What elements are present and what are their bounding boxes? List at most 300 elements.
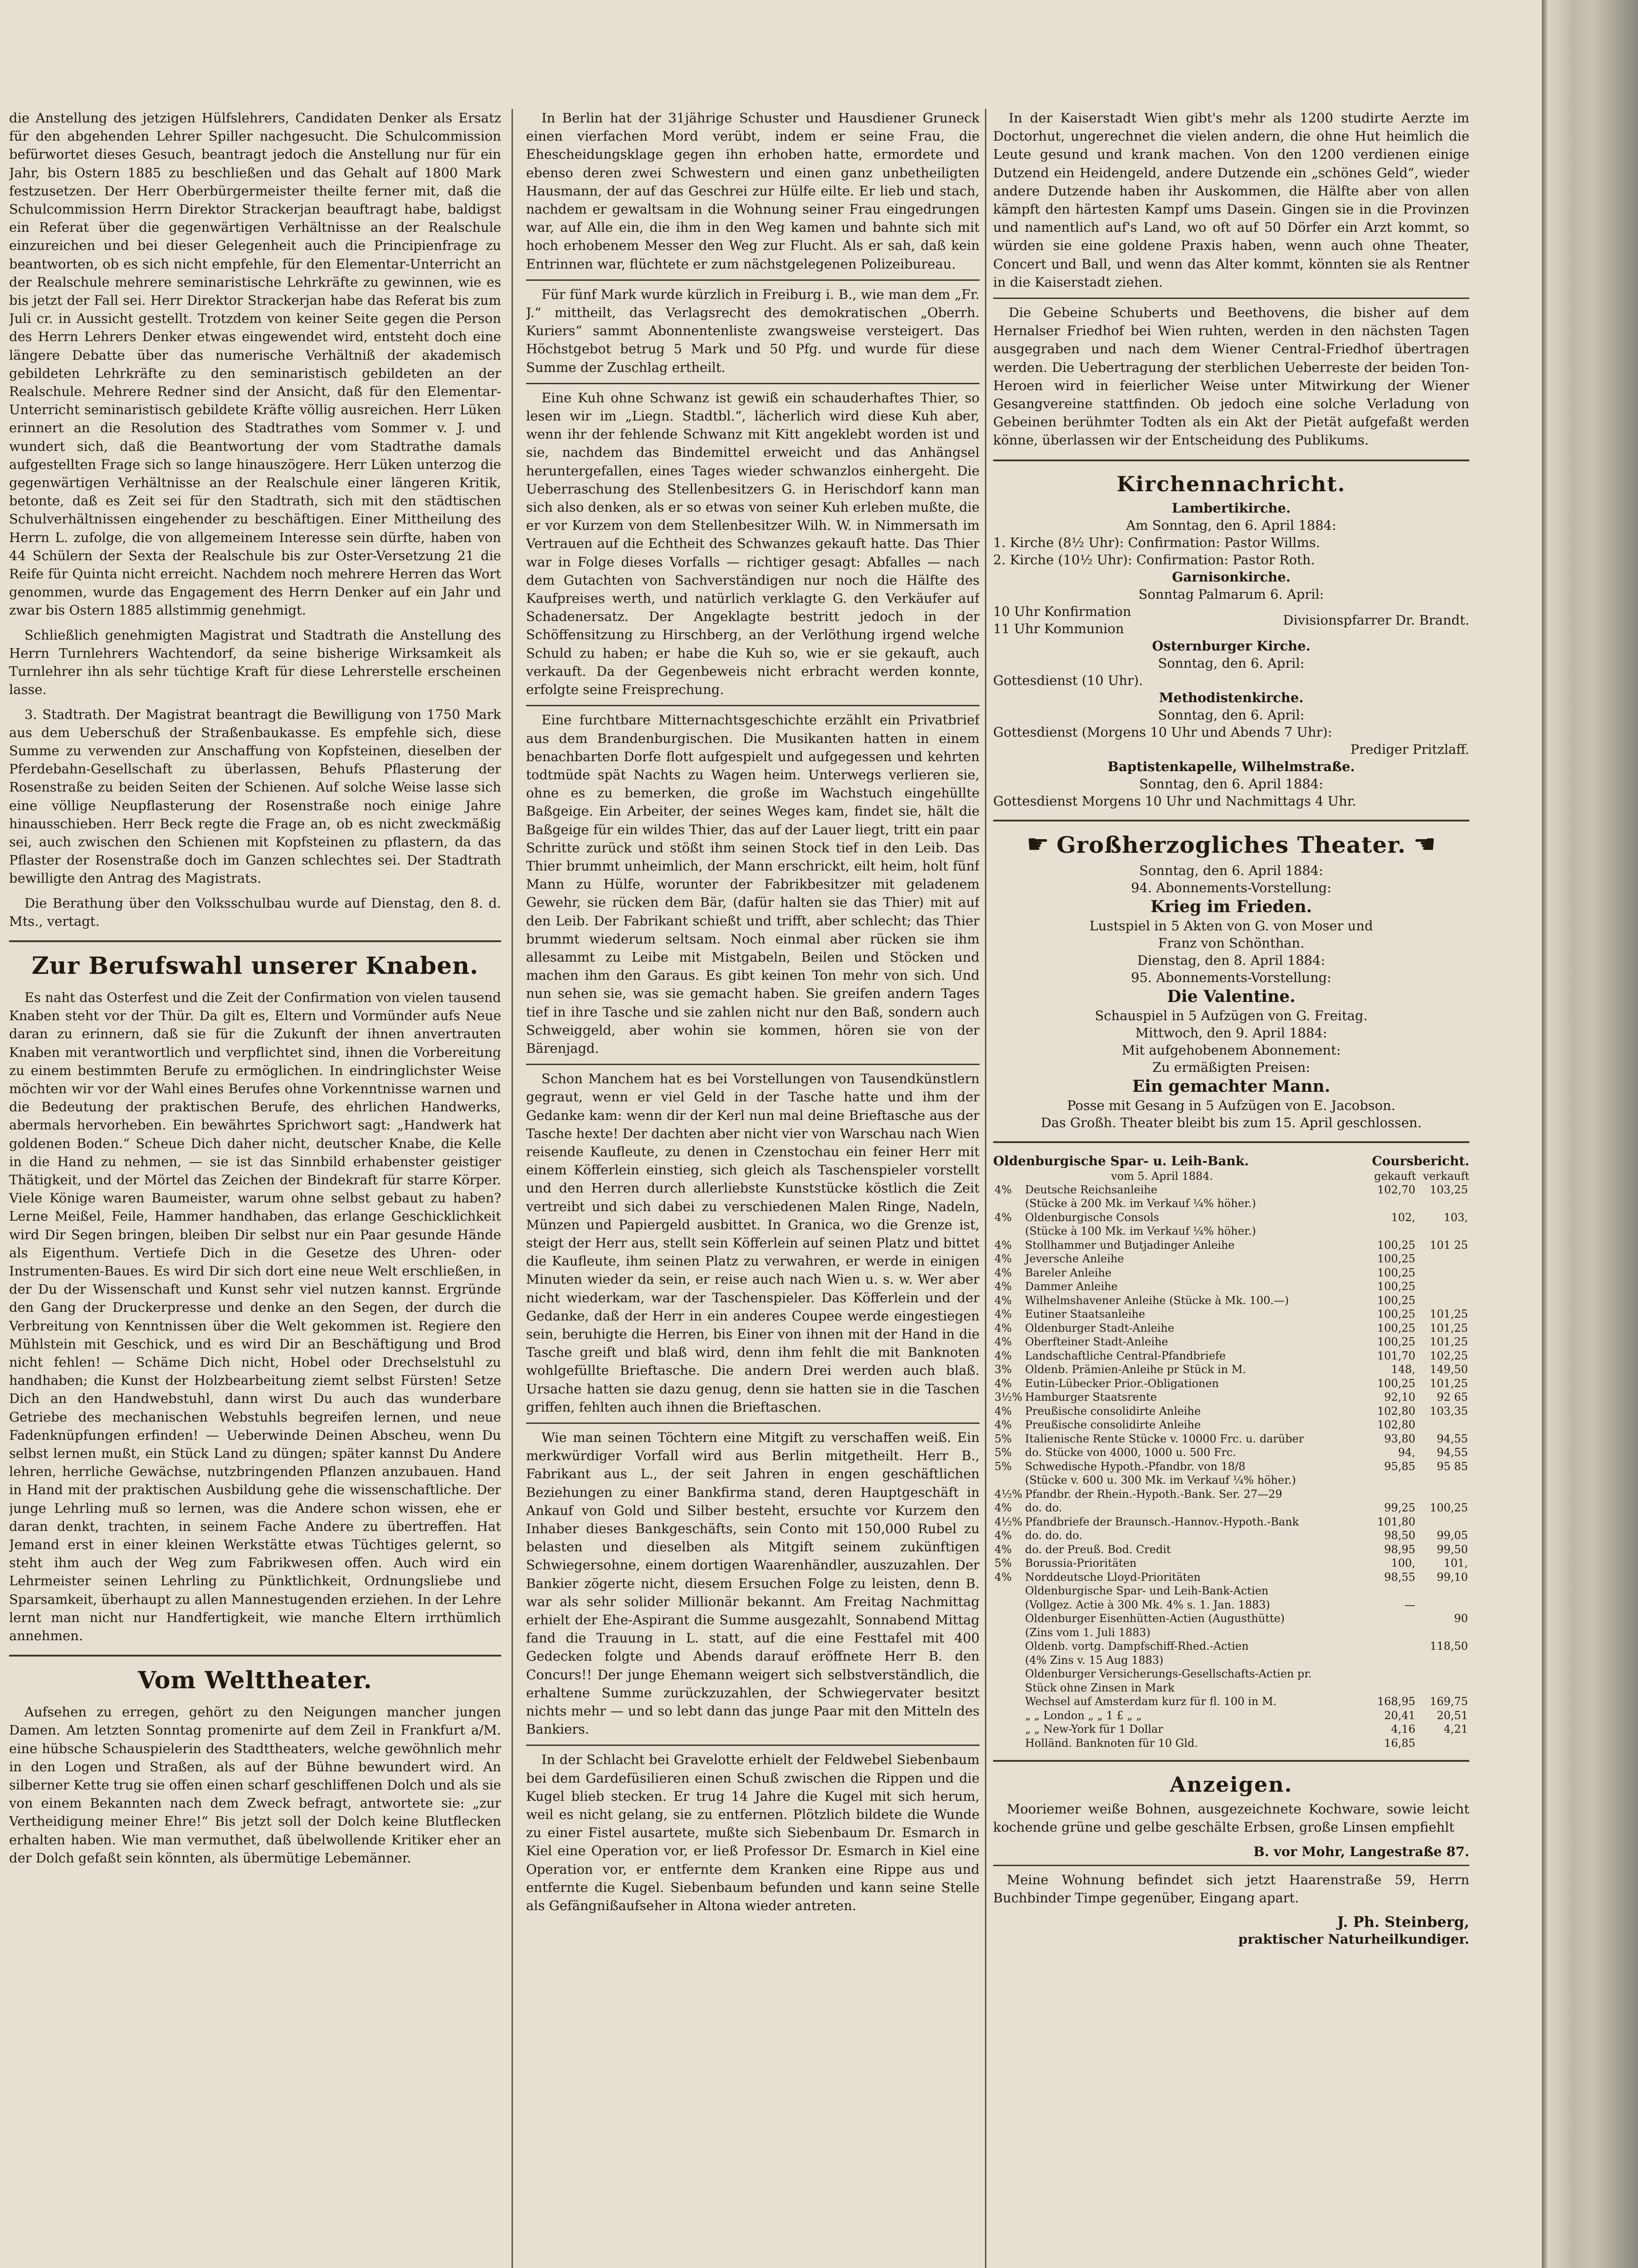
- price-bought: [1364, 1681, 1417, 1695]
- ad-signature-title: praktischer Naturheilkundiger.: [1238, 1931, 1469, 1947]
- price-sold: [1417, 1280, 1469, 1294]
- rate-percent: 5%: [994, 1460, 1012, 1473]
- article-text: Wie man seinen Töchtern eine Mitgift zu verschaffen weiß. Ein merkwürdiger Vorfall wird aus Berlin mitgetheilt. Herr B., Fabrikant aus L., der seit Jahren in engen geschäftlichen Beziehungen zu einer Bankfirma stand, deren Hauptgeschäft in Ankauf von Gold und Silber besteht, ersuchte vor Kurzem den Inhaber dieses Bankgeschäfts, sein Conto mit 150,000 Rubel zu belasten und dieselben als Mitgift seinem zukünftigen Schwiegersohne, einem dortigen Waarenhändler, auszuzahlen. Der Bankier zögerte nicht, diesem Ersuchen Folge zu leisten, denn B. war als sehr solider Millionär bekannt. Am Freitag Nachmittag erhielt der Ehe-Aspirant die Summe ausgezahlt, Sonnabend Mittag fand die Trauung in L. statt, auf die eine Festtafel mit 400 Gedecken folgte und Abends darauf eröffnete Herr B. den Concurs!! Der junge Ehemann weigert sich selbstverständlich, die erhaltene Summe zurückzuzahlen, der Schwiegervater besitzt nichts mehr — und so lebt dann das junge Paar mit den Mitteln des Bankiers.: [526, 1430, 980, 1737]
- price-sold: 101 25: [1430, 1238, 1468, 1251]
- price-bought: 93,80: [1384, 1432, 1415, 1445]
- column-2: [526, 109, 980, 2268]
- security-name: Oldenburger Versicherungs-Gesellschafts-Actien pr.: [1025, 1667, 1312, 1681]
- rates-row: [993, 1570, 1469, 1584]
- rate-percent: 4%: [994, 1543, 1012, 1556]
- price-sold: 92 65: [1437, 1391, 1468, 1404]
- column-rule: [985, 109, 986, 2268]
- price-sold: [1417, 1626, 1469, 1640]
- divider: [526, 1422, 980, 1424]
- pointing-hand-left-icon: ☚: [1413, 830, 1436, 860]
- rate-percent: 4%: [994, 1335, 1012, 1349]
- rate-percent: [993, 1612, 1024, 1626]
- price-bought: [1364, 1612, 1417, 1626]
- price-bought: 100,25: [1377, 1321, 1415, 1334]
- security-name: Schwedische Hypoth.-Pfandbr. von 18/8: [1025, 1460, 1246, 1473]
- heading-welttheater: Vom Welttheater.: [138, 1667, 372, 1695]
- security-name: Pfandbriefe der Braunsch.-Hannov.-Hypoth.-Bank: [1025, 1515, 1299, 1528]
- price-sold: 99,05: [1437, 1529, 1468, 1542]
- rates-row: [993, 1639, 1469, 1653]
- security-name: (Zins vom 1. Juli 1883): [1025, 1626, 1150, 1639]
- play-title: Krieg im Frieden.: [1150, 897, 1312, 916]
- rate-percent: 4%: [994, 1418, 1012, 1432]
- service-line: 10 Uhr Konfirmation: [993, 603, 1131, 619]
- price-bought: 101,80: [1377, 1515, 1415, 1528]
- article-text: 3. Stadtrath. Der Magistrat beantragt die Bewilligung von 1750 Mark aus dem Ueberschuß der Straßenbaukasse. Es empfehle sich, diese Summe zu verwenden zur Anschaffung von Kopfsteinen, dieselben der Pferdebahn-Gesellschaft zu überlassen, Behufs Pflasterung der Rosenstraße zu beiden Seiten der Schienen. Auf solche Weise lasse sich eine völlige Neupflasterung der Rosenstraße noch einige Jahre hinausschieben. Herr Beck regte die Frage an, ob es nicht zweckmäßig sei, auch zwischen den Schienen mit Kopfsteinen zu pflastern, da das Pflaster der Rosenstraße doch im Ganzen schlechtes sei. Der Stadtrath bewilligte den Antrag des Magistrats.: [9, 706, 501, 886]
- rate-percent: [993, 1224, 1024, 1238]
- ads-title: Anzeigen.: [1170, 1772, 1293, 1797]
- performance-note: 94. Abonnements-Vorstellung:: [1131, 880, 1331, 895]
- article-text: Eine Kuh ohne Schwanz ist gewiß ein schauderhaftes Thier, so lesen wir im „Liegn. Stadtbl.“, lächerlich wird diese Kuh aber, wenn ihr der fehlende Schwanz mit Kitt angeklebt worden ist und sie, nachdem das Bindemittel erweicht und das Anhängsel heruntergefallen, eines Tages wieder schwanzlos einhergeht. Die Ueberraschung des Stellenbesitzers G. in Herischdorf kann man sich also denken, als er so etwas von seiner Kuh erleben mußte, die er vor Kurzem von dem Stellenbesitzer Wilh. W. in Nimmersath im Vertrauen auf die Echtheit des Schwanzes gekauft hatte. Das Thier war in Folge dieses Vorfalls — richtiger gesagt: Abfalles — nach dem Gutachten von Sachverständigen nur noch die Hälfte des Kaufpreises werth, und natürlich verklagte G. den Verkäufer auf Schadenersatz. Der Angeklagte bestritt jedoch in der Schöffensitzung zu Hirschberg, an der Verlöthung irgend welche Schuld zu haben; er habe die Kuh so, wie er sie gekauft, auch verkauft. Da der Gegenbeweis nicht erbracht werden konnte, erfolgte seine Freisprechung.: [526, 390, 980, 698]
- price-sold: 4,21: [1443, 1723, 1468, 1736]
- rates-row: [993, 1460, 1469, 1474]
- security-name: Wechsel auf Amsterdam kurz für fl. 100 in M.: [1025, 1695, 1277, 1708]
- price-sold: 95 85: [1437, 1460, 1468, 1473]
- price-sold: 94,55: [1437, 1446, 1468, 1459]
- rate-percent: 4%: [994, 1238, 1012, 1251]
- rates-subheader: [993, 1169, 1469, 1183]
- rate-percent: 3½%: [994, 1391, 1023, 1404]
- rate-percent: 4%: [994, 1280, 1012, 1293]
- security-name: Oldenb. Prämien-Anleihe pr Stück in M.: [1025, 1363, 1246, 1376]
- price-sold: 100,25: [1430, 1501, 1468, 1515]
- price-bought: [1364, 1473, 1417, 1487]
- price-bought: 168,95: [1377, 1695, 1415, 1708]
- rates-row: [993, 1487, 1469, 1501]
- divider: [526, 1745, 980, 1746]
- price-sold: 101,: [1443, 1557, 1468, 1570]
- price-bought: 102,80: [1377, 1418, 1415, 1432]
- rates-row: [993, 1280, 1469, 1294]
- security-name: Borussia-Prioritäten: [1025, 1557, 1137, 1570]
- price-bought: [1364, 1487, 1417, 1501]
- price-bought: [1364, 1197, 1417, 1211]
- rates-row: [993, 1252, 1469, 1266]
- rate-percent: [993, 1197, 1024, 1211]
- church-notice: [993, 471, 1469, 810]
- price-sold: [1417, 1653, 1469, 1667]
- rates-row: [993, 1529, 1469, 1543]
- performance-note: Mit aufgehobenem Abonnement:: [1121, 1042, 1341, 1058]
- price-bought: 102,: [1391, 1211, 1415, 1224]
- price-bought: [1364, 1224, 1417, 1238]
- price-bought: [1364, 1653, 1417, 1667]
- rates-row: [993, 1224, 1469, 1238]
- rate-percent: [993, 1695, 1024, 1709]
- price-sold: [1417, 1681, 1469, 1695]
- service-row: [993, 603, 1469, 637]
- rate-percent: 5%: [994, 1446, 1012, 1459]
- ad-text: Meine Wohnung befindet sich jetzt Haarenstraße 59, Herrn Buchbinder Timpe gegenüber, Eingang apart.: [993, 1872, 1469, 1906]
- play-description: Schauspiel in 5 Aufzügen von G. Freitag.: [1095, 1007, 1368, 1023]
- rate-percent: [993, 1598, 1024, 1612]
- price-bought: 100,25: [1377, 1280, 1415, 1293]
- service-date: Sonntag, den 6. April:: [1158, 655, 1305, 671]
- article-text: In Berlin hat der 31jährige Schuster und Hausdiener Gruneck einen vierfachen Mord verübt, indem er seine Frau, die Ehescheidungsklage gegen ihn erhoben hatte, ermordete und ebenso deren zwei Schwestern und einen ganz unbetheiligten Hausmann, der auf das Geschrei zur Hülfe eilte. Er lieb und stach, nachdem er gewaltsam in die Wohnung seiner Frau eingedrungen war, auf Alle ein, die ihm in den Weg kamen und bahnte sich mit hoch erhobenem Messer den Weg zur Flucht. Als er sah, daß kein Entrinnen war, flüchtete er zum nächstgelegenen Polizeibureau.: [526, 110, 980, 272]
- price-bought: 98,55: [1384, 1570, 1415, 1584]
- security-name: Landschaftliche Central-Pfandbriefe: [1025, 1349, 1226, 1362]
- rate-percent: [993, 1709, 1024, 1723]
- price-sold: [1417, 1667, 1469, 1681]
- price-bought: [1364, 1667, 1417, 1681]
- price-bought: 100,25: [1377, 1377, 1415, 1390]
- security-name: Deutsche Reichsanleihe: [1025, 1183, 1158, 1196]
- rate-percent: 4%: [994, 1294, 1012, 1307]
- rate-percent: 4%: [994, 1570, 1012, 1584]
- divider: [993, 459, 1469, 461]
- price-sold: 101,25: [1430, 1377, 1468, 1390]
- divider: [993, 820, 1469, 821]
- service-line: Gottesdienst (Morgens 10 Uhr und Abends 7 Uhr):: [993, 724, 1332, 740]
- heading-berufswahl: Zur Berufswahl unserer Knaben.: [31, 952, 479, 980]
- play-title: Ein gemachter Mann.: [1132, 1076, 1331, 1096]
- price-sold: 169,75: [1430, 1695, 1468, 1708]
- rates-date: vom 5. April 1884.: [1111, 1169, 1213, 1183]
- performance-date: Mittwoch, den 9. April 1884:: [1135, 1025, 1327, 1041]
- security-name: Bareler Anleihe: [1025, 1266, 1112, 1279]
- rates-row: [993, 1377, 1469, 1391]
- rates-row: [993, 1390, 1469, 1404]
- price-sold: [1417, 1418, 1469, 1432]
- play-description: Lustspiel in 5 Akten von G. von Moser und: [1089, 918, 1373, 934]
- play-description: Franz von Schönthan.: [1158, 935, 1305, 951]
- service-line: 1. Kirche (8½ Uhr): Confirmation: Pastor Willms.: [993, 534, 1321, 550]
- price-bought: —: [1404, 1598, 1415, 1611]
- rate-percent: 4%: [994, 1529, 1012, 1542]
- price-bought: [1364, 1584, 1417, 1598]
- security-name: Oldenburgische Spar- und Leih-Bank-Actien: [1025, 1584, 1269, 1598]
- price-sold: 118,50: [1430, 1640, 1468, 1653]
- service-date: Sonntag, den 6. April:: [1158, 707, 1305, 723]
- rates-row: [993, 1736, 1469, 1750]
- rates-table: [993, 1183, 1469, 1750]
- rate-percent: 4%: [994, 1321, 1012, 1334]
- price-bought: 98,50: [1384, 1529, 1415, 1542]
- price-sold: 20,51: [1437, 1709, 1468, 1722]
- rate-percent: [993, 1667, 1024, 1681]
- divider: [9, 1655, 501, 1657]
- theatre-header: [993, 831, 1469, 858]
- rates-row: [993, 1335, 1469, 1349]
- service-line: 11 Uhr Kommunion: [993, 621, 1124, 636]
- price-sold: 94,55: [1437, 1432, 1468, 1445]
- rate-percent: 4%: [994, 1211, 1012, 1224]
- rates-row: [993, 1598, 1469, 1612]
- price-sold: 99,10: [1437, 1570, 1468, 1584]
- security-name: (Vollgez. Actie à 300 Mk. 4% s. 1. Jan. 1883): [1025, 1598, 1270, 1611]
- price-sold: 102,25: [1430, 1349, 1468, 1362]
- divider: [993, 298, 1469, 299]
- article-text: Die Berathung über den Volksschulbau wurde auf Dienstag, den 8. d. Mts., vertagt.: [9, 895, 501, 929]
- rate-percent: [993, 1736, 1024, 1750]
- price-sold: 101,25: [1430, 1308, 1468, 1321]
- column-1: [9, 109, 501, 2268]
- rate-percent: 4½%: [994, 1487, 1023, 1501]
- price-sold: [1417, 1266, 1469, 1280]
- price-sold: [1417, 1294, 1469, 1308]
- rates-row: [993, 1211, 1469, 1225]
- price-bought: 100,: [1391, 1557, 1415, 1570]
- rates-row: [993, 1709, 1469, 1723]
- divider: [526, 705, 980, 706]
- divider: [993, 1760, 1469, 1762]
- price-sold: [1417, 1487, 1469, 1501]
- price-bought: 101,70: [1377, 1349, 1415, 1362]
- rates-row: [993, 1363, 1469, 1377]
- price-bought: 99,25: [1384, 1501, 1415, 1515]
- divider: [526, 279, 980, 281]
- performance-date: Sonntag, den 6. April 1884:: [1139, 862, 1323, 878]
- security-name: Eutin-Lübecker Prior.-Obligationen: [1025, 1377, 1219, 1390]
- article-text: Aufsehen zu erregen, gehört zu den Neigungen mancher jungen Damen. Am letzten Sonntag promenirte auf dem Zeil in Frankfurt a/M. eine hübsche Schauspielerin des Stadttheaters, welche gewöhnlich mehr in den Logen und Straßen, als auf der Bühne bewundert wird. An silberner Kette trug sie offen einen scharf geschliffenen Dolch und als sie von einem Bekannten nach dem Zweck befragt, antwortete sie: „zur Vertheidigung meiner Ehre!“ Bis jetzt soll der Dolch keine Blutflecken erhalten haben. Wie man vermuthet, daß übelwollende Kritiker eher an der Dolch gefaßt sein könnten, als übermütige Lebemänner.: [9, 1704, 501, 1866]
- rates-row: [993, 1653, 1469, 1667]
- security-name: (4% Zins v. 15 Aug 1883): [1025, 1653, 1164, 1667]
- rate-percent: [993, 1626, 1024, 1640]
- price-sold: 90: [1454, 1612, 1468, 1625]
- rate-percent: 3%: [994, 1363, 1012, 1376]
- rate-percent: 5%: [994, 1432, 1012, 1445]
- divider: [993, 1865, 1469, 1866]
- rate-percent: 4%: [994, 1349, 1012, 1362]
- article-text: die Anstellung des jetzigen Hülfslehrers, Candidaten Denker als Ersatz für den abgehenden Lehrer Spiller nachgesucht. Die Schulcommission befürwortet dieses Gesuch, beantragt jedoch die Anstellung nur für ein Jahr, bis Ostern 1885 zu beschließen und das Gehalt auf 1800 Mark festzusetzen. Der Herr Oberbürgermeister theilte ferner mit, daß die Schulcommission Herrn Direktor Strackerjan beauftragt habe, baldigst ein Referat über die gegenwärtigen Verhältnisse an der Realschule einzureichen und bei dieser Gelegenheit auch die Principienfrage zu beantworten, ob es sich nicht empfehle, für den Elementar-Unterricht an der Realschule mehrere seminaristische Lehrkräfte zu gewinnen, wie es bis jetzt der Fall sei. Herr Direktor Strackerjan habe das Referat bis zum Juli cr. in Aussicht gestellt. Trotzdem von keiner Seite gegen die Person des Herrn Lehrers Denker etwas eingewendet wird, entsteht doch eine längere Debatte über das numerische Verhältniß der akademisch gebildeten Lehrkräfte zu den seminaristisch gebildeten an der Realschule. Mehrere Redner sind der Ansicht, daß für den Elementar-Unterricht seminaristisch gebildete Kräfte völlig ausreichen. Herr Lüken erinnert an die Resolution des Stadtrathes vom Sommer v. J. und wundert sich, daß die Beantwortung der vom Stadtrathe damals aufgestellten Frage sich so lange hinauszögere. Herr Lüken unterzog die gegenwärtigen Verhältnisse an der Realschule einer längeren Kritik, betonte, daß es Zeit sei für den Stadtrath, sich mit den städtischen Schulverhältnissen eingehender zu beschäftigen. Einer Mittheilung des Herrn L. zufolge, die von allgemeinem Interesse sein dürfte, haben von 44 Schülern der Sexta der Realschule bis zur Oster-Versetzung 21 die Reife für Quinta nicht erreicht. Nachdem noch mehrere Herren das Wort genommen, wurde das Engagement des Herrn Denker auf ein Jahr und zwar bis Ostern 1885 allstimmig genehmigt.: [9, 110, 501, 618]
- col-head-sold: verkauft: [1423, 1169, 1469, 1183]
- security-name: (Stücke à 200 Mk. im Verkauf ¼% höher.): [1025, 1197, 1256, 1210]
- security-name: Oldenburger Eisenhütten-Actien (Augusthütte): [1025, 1612, 1285, 1625]
- rates-row: [993, 1515, 1469, 1529]
- performance-note: 95. Abonnements-Vorstellung:: [1131, 969, 1331, 985]
- ad-signature: B. vor Mohr, Langestraße 87.: [1253, 1843, 1469, 1859]
- rates-row: [993, 1294, 1469, 1308]
- security-name: Preußische consolidirte Anleihe: [1025, 1418, 1201, 1432]
- price-sold: 149,50: [1430, 1363, 1468, 1376]
- price-bought: [1364, 1639, 1417, 1653]
- rates-row: [993, 1349, 1469, 1363]
- price-sold: 103,: [1443, 1211, 1468, 1224]
- rates-row: [993, 1183, 1469, 1197]
- rates-row: [993, 1418, 1469, 1432]
- security-name: (Stücke v. 600 u. 300 Mk. im Verkauf ¼% höher.): [1025, 1474, 1296, 1487]
- rates-row: [993, 1501, 1469, 1515]
- rate-percent: 4%: [994, 1501, 1012, 1515]
- price-sold: [1417, 1224, 1469, 1238]
- service-line: 2. Kirche (10½ Uhr): Confirmation: Pastor Roth.: [993, 552, 1315, 567]
- price-sold: [1417, 1515, 1469, 1529]
- security-name: Oldenburger Stadt-Anleihe: [1025, 1321, 1175, 1334]
- performance-date: Dienstag, den 8. April 1884:: [1137, 952, 1326, 968]
- price-bought: 102,70: [1377, 1183, 1415, 1196]
- ad-signature: J. Ph. Steinberg,: [1337, 1913, 1469, 1931]
- security-name: Holländ. Banknoten für 10 Gld.: [1025, 1736, 1198, 1750]
- rates-header: [993, 1153, 1469, 1169]
- rates-row: [993, 1266, 1469, 1280]
- theatre-notice: [993, 831, 1469, 1131]
- rate-percent: [993, 1722, 1024, 1736]
- price-bought: 20,41: [1384, 1709, 1415, 1722]
- church-name: Osternburger Kirche.: [1152, 638, 1311, 654]
- price-sold: 101,25: [1430, 1321, 1468, 1334]
- price-bought: [1364, 1626, 1417, 1640]
- rate-percent: 4½%: [994, 1515, 1023, 1528]
- price-bought: 100,25: [1377, 1294, 1415, 1307]
- church-name: Methodistenkirche.: [1159, 689, 1304, 705]
- rate-percent: [993, 1473, 1024, 1487]
- security-name: (Stücke à 100 Mk. im Verkauf ¼% höher.): [1025, 1225, 1256, 1238]
- rates-row: [993, 1722, 1469, 1736]
- church-notice-title: Kirchennachricht.: [1116, 471, 1346, 496]
- rates-row: [993, 1321, 1469, 1335]
- rate-percent: [993, 1681, 1024, 1695]
- rates-row: [993, 1556, 1469, 1570]
- price-sold: 99,50: [1437, 1543, 1468, 1556]
- divider: [9, 940, 501, 942]
- security-name: Oberfteiner Stadt-Anleihe: [1025, 1335, 1168, 1349]
- price-bought: 100,25: [1377, 1308, 1415, 1321]
- column-rule: [512, 109, 513, 2268]
- rate-percent: 5%: [994, 1557, 1012, 1570]
- play-title: Die Valentine.: [1167, 987, 1296, 1006]
- article-text: Die Gebeine Schuberts und Beethovens, die bisher auf dem Hernalser Friedhof bei Wien ruhten, werden in den nächsten Tagen ausgegraben und nach dem Wiener Central-Friedhof übertragen werden. Die Uebertragung der sterblichen Ueberreste der beiden Ton-Heroen wird in feierlicher Weise unter Mitwirkung der Wiener Gesangvereine stattfinden. Ob jedoch eine solche Verladung von Gebeinen berühmter Todten als ein Akt der Pietät aufgefaßt werden könne, überlassen wir der Entscheidung des Publikums.: [993, 305, 1469, 448]
- rate-percent: [993, 1639, 1024, 1653]
- price-bought: 100,25: [1377, 1266, 1415, 1279]
- price-sold: 103,25: [1430, 1183, 1468, 1196]
- rates-row: [993, 1404, 1469, 1418]
- price-bought: 98,95: [1384, 1543, 1415, 1556]
- security-name: do. do. do.: [1025, 1529, 1082, 1542]
- divider: [993, 1141, 1469, 1143]
- security-name: Jeversche Anleihe: [1025, 1252, 1124, 1266]
- price-sold: 103,35: [1430, 1404, 1468, 1418]
- rates-row: [993, 1543, 1469, 1557]
- price-sold: [1417, 1473, 1469, 1487]
- price-bought: 100,25: [1377, 1252, 1415, 1266]
- rates-row: [993, 1584, 1469, 1598]
- col-head-bought: gekauft: [1374, 1169, 1416, 1183]
- price-bought: 100,25: [1377, 1335, 1415, 1349]
- security-name: Wilhelmshavener Anleihe (Stücke à Mk. 100.—): [1025, 1294, 1289, 1307]
- price-bought: 4,16: [1391, 1723, 1415, 1736]
- security-name: Norddeutsche Lloyd-Prioritäten: [1025, 1570, 1201, 1584]
- rates-title: Coursbericht.: [1372, 1153, 1469, 1168]
- rates-row: [993, 1238, 1469, 1252]
- price-sold: [1417, 1252, 1469, 1266]
- service-date: Sonntag, den 6. April 1884:: [1139, 776, 1323, 792]
- price-bought: 148,: [1391, 1363, 1415, 1376]
- article-text: Es naht das Osterfest und die Zeit der Confirmation von vielen tausend Knaben steht vor der Thür. Da gilt es, Eltern und Vormünder aufs Neue daran zu erinnern, daß sie für die Zukunft der ihnen anvertrauten Knaben mit verantwortlich und verpflichtet sind, ihnen die Vorbereitung zu einem bestimmten Berufe zu ermöglichen. In eindringlichster Weise möchten wir vor der Wahl eines Berufes ohne Vorkenntnisse warnen und die Bedeutung der praktischen Berufe, des ehrlichen Handwerks, abermals hervorheben. Ein bewährtes Sprichwort sagt: „Handwerk hat goldenen Boden.“ Scheue Dich daher nicht, deutscher Knabe, die Kelle in die Hand zu nehmen, — sie ist das Sinnbild erhabenster geistiger Thätigkeit, und der Mörtel das Zeichen der Bindekraft für starre Körper. Viele Könige waren Baumeister, warum ohne selbst gebaut zu haben? Lerne Meißel, Feile, Hammer handhaben, das erlange Geschicklichkeit wird Dir Segen bringen, bleiben Dir selbst nur ein Paar gesunde Hände als Eigenthum. Vertiefe Dich in die Gesetze des Uhren- oder Instrumenten-Baues. Es wird Dir sich dort eine neue Welt erschließen, in der Du der Wissenschaft und Kunst sehr viel nutzen kannst. Ergründe den Gang der Druckerpresse und denke an den Segen, der durch die Verbreitung von Kenntnissen über die Welt gekommen ist. Regiere den Mühlstein mit Geschick, und es wird Dir an Beschäftigung und Brod nicht fehlen! — Schäme Dich nicht, Hobel oder Drechselstuhl zu handhaben; die Kunst der Holzbearbeitung ziemt selbst Fürsten! Setze Dich an den Handwebstuhl, dann wirst Du auch das wunderbare Getriebe des mechanischen Webstuhls begreifen lernen, und neue Fadenknüpfungen erfinden! — Ueberwinde Deinen Abscheu, wenn Du selbst lernen mußt, ein Stück Land zu düngen; später kannst Du Andere lehren, herrliche Gewächse, nutzbringenden Pflanzen anzubauen. Hand in Hand mit der praktischen Ausbildung gehe die wissenschaftliche. Der junge Lehrling muß so lernen, was die Andere schon wissen, ehe er daran denkt, trachten, in seinem Fache Andere zu übertreffen. Hat Jemand erst in einer kleinen Werkstätte etwas Tüchtiges gelernt, so steht ihm auch der Weg zum Fabrikwesen offen. Auch wird ein Lehrmeister seinen Lehrling zu Pünktlichkeit, Ordnungsliebe und Sparsamkeit, überhaupt zu allen Mannestugenden erziehen. In der Lehre lernt man nicht nur Handfertigkeit, wie manche Eltern irrthümlich annehmen.: [9, 989, 501, 1644]
- church-name: Baptistenkapelle, Wilhelmstraße.: [1107, 758, 1355, 774]
- security-name: Stück ohne Zinsen in Mark: [1025, 1681, 1175, 1694]
- church-name: Lambertikirche.: [1172, 500, 1291, 516]
- rates-row: [993, 1197, 1469, 1211]
- rate-percent: 4%: [994, 1377, 1012, 1390]
- rates-row: [993, 1681, 1469, 1695]
- rates-row: [993, 1473, 1469, 1487]
- church-name: Garnisonkirche.: [1172, 569, 1291, 585]
- rates-row: [993, 1432, 1469, 1446]
- service-line: Gottesdienst (10 Uhr).: [993, 672, 1143, 688]
- ad-text: Mooriemer weiße Bohnen, ausgezeichnete Kochware, sowie leicht kochende grüne und gelbe geschälte Erbsen, große Linsen empfiehlt: [993, 1801, 1469, 1835]
- security-name: Dammer Anleihe: [1025, 1280, 1118, 1293]
- rates-row: [993, 1667, 1469, 1681]
- security-name: Oldenburgische Consols: [1025, 1211, 1160, 1224]
- security-name: Pfandbr. der Rhein.-Hypoth.-Bank. Ser. 27—29: [1025, 1487, 1282, 1501]
- security-name: Eutiner Staatsanleihe: [1025, 1308, 1146, 1321]
- performance-note: Zu ermäßigten Preisen:: [1152, 1059, 1311, 1075]
- security-name: do. do.: [1025, 1501, 1063, 1515]
- price-sold: 101,25: [1430, 1335, 1468, 1349]
- theatre-closing-note: Das Großh. Theater bleibt bis zum 15. April geschlossen.: [1041, 1114, 1422, 1130]
- security-name: „ „ London „ „ 1 £ „ „: [1025, 1709, 1142, 1722]
- price-bought: 16,85: [1384, 1736, 1415, 1750]
- column-3: [993, 109, 1469, 2268]
- security-name: „ „ New-York für 1 Dollar: [1025, 1723, 1163, 1736]
- rate-percent: 4%: [994, 1252, 1012, 1266]
- pastor-name: Prediger Pritzlaff.: [1350, 741, 1469, 757]
- rates-row: [993, 1612, 1469, 1626]
- price-bought: 95,85: [1384, 1460, 1415, 1473]
- service-date: Am Sonntag, den 6. April 1884:: [1126, 517, 1336, 533]
- bank-name: Oldenburgische Spar- u. Leih-Bank.: [993, 1153, 1249, 1168]
- security-name: Preußische consolidirte Anleihe: [1025, 1404, 1201, 1418]
- play-description: Posse mit Gesang in 5 Aufzügen von E. Jacobson.: [1067, 1097, 1396, 1113]
- exchange-rates: [993, 1153, 1469, 1750]
- article-text: Für fünf Mark wurde kürzlich in Freiburg i. B., wie man dem „Fr. J.“ mittheilt, das Verlagsrecht des demokratischen „Oberrh. Kuriers“ sammt Abonnentenliste zwangsweise versteigert. Das Höchstgebot betrug 5 Mark und 50 Pfg. und wurde für diese Summe der Zuschlag ertheilt.: [526, 286, 980, 375]
- article-text: Schließlich genehmigten Magistrat und Stadtrath die Anstellung des Herrn Turnlehrers Wachtendorf, da seine bisherige Wirksamkeit als Turnlehrer ihn als sehr tüchtige Kraft für diese Lehrerstelle erscheinen lasse.: [9, 627, 501, 698]
- security-name: Stollhammer und Butjadinger Anleihe: [1025, 1238, 1235, 1251]
- price-sold: [1417, 1736, 1469, 1750]
- security-name: Hamburger Staatsrente: [1025, 1391, 1157, 1404]
- pointing-hand-right-icon: ☛: [1026, 830, 1049, 860]
- advertisements: [993, 1772, 1469, 1948]
- pastor-name: Divisionspfarrer Dr. Brandt.: [1283, 612, 1469, 628]
- price-bought: 94,: [1398, 1446, 1415, 1459]
- theatre-title: Großherzogliches Theater.: [1056, 831, 1406, 858]
- price-bought: 100,25: [1377, 1238, 1415, 1251]
- divider: [526, 383, 980, 384]
- rate-percent: [993, 1584, 1024, 1598]
- article-text: Eine furchtbare Mitternachtsgeschichte erzählt ein Privatbrief aus dem Brandenburgischen. Die Musikanten hatten in einem benachbarten Dorfe flott aufgespielt und aufgegessen und kehrten todtmüde spät Nachts zu Wagen heim. Unterwegs verlieren sie, ohne es zu bemerken, die große im Wachstuch eingehüllte Baßgeige. Ein Arbeiter, der seines Weges kam, findet sie, hält die Baßgeige für ein wildes Thier, das auf der Lauer liegt, tritt ein paar Schritte zurück und stößt ihm seinen Stock tief in den Leib. Das Thier brummt unheimlich, der Mann erschrickt, eilt heim, holt fünf Mann zu Hülfe, worunter der Fabrikbesitzer mit geladenem Gewehr, sie rücken dem Bär, (dafür halten sie das Thier) mit auf den Leib. Der Fabrikant schießt und trifft, aber schlecht; das Thier brummt wiederum seltsam. Noch einmal aber rücken sie ihm allesammt zu Leibe mit Mistgabeln, Beilen und Stöcken und machen ihm den Garaus. Es gibt keinen Ton mehr von sich. Und nun sehen sie, was sie gemacht haben. Sie greifen andern Tages tief in ihre Tasche und sie zahlen nicht nur den Baß, sondern auch Schweiggeld, aber wohin sie kommen, hören sie von der Bärenjagd.: [526, 712, 980, 1056]
- security-name: Italienische Rente Stücke v. 10000 Frc. u. darüber: [1025, 1432, 1304, 1445]
- article-text: In der Kaiserstadt Wien gibt's mehr als 1200 studirte Aerzte im Doctorhut, ungerechnet die vielen andern, die ohne Hut heimlich die Leute gesund und krank machen. Von den 1200 verdienen einige Dutzend ein Heidengeld, andere Dutzende ein „schönes Geld“, wieder andere Dutzende haben ihr Auskommen, die Hälfte aber von allen kämpft den härtesten Kampf ums Dasein. Gingen sie in die Provinzen und namentlich auf's Land, wo oft auf 50 Dörfer ein Arzt kommt, so würden sie eine goldene Praxis haben, wenn auch ohne Theater, Concert und Ball, und wenn das Alter kommt, könnten sie als Rentner in die Kaiserstadt ziehen.: [993, 110, 1469, 290]
- service-line: Gottesdienst Morgens 10 Uhr und Nachmittags 4 Uhr.: [993, 793, 1356, 809]
- service-date: Sonntag Palmarum 6. April:: [1138, 586, 1324, 602]
- rates-row: [993, 1626, 1469, 1640]
- article-text: In der Schlacht bei Gravelotte erhielt der Feldwebel Siebenbaum bei dem Gardefüsilieren einen Schuß zwischen die Rippen und die Kugel blieb stecken. Er trug 14 Jahre die Kugel mit sich herum, weil es nicht gelang, sie zu entfernen. Plötzlich bildete die Wunde zu einer Fistel ausartete, mußte sich Siebenbaum Dr. Esmarch in Kiel eine Operation vor, er ließ Professor Dr. Esmarch in Kiel eine Operation vor, er entfernte dem Kranken eine Rippe aus und entfernte die Kugel. Siebenbaum befunden und kann seine Stelle als Gefängnißaufseher in Altona wieder antreten.: [526, 1752, 980, 1914]
- security-name: do. Stücke von 4000, 1000 u. 500 Frc.: [1025, 1446, 1236, 1459]
- price-bought: 92,10: [1384, 1391, 1415, 1404]
- price-sold: [1417, 1598, 1469, 1612]
- security-name: Oldenb. vortg. Dampfschiff-Rhed.-Actien: [1025, 1640, 1249, 1653]
- page-edge: [1542, 0, 1638, 2268]
- security-name: do. der Preuß. Bod. Credit: [1025, 1543, 1171, 1556]
- rates-row: [993, 1695, 1469, 1709]
- article-text: Schon Manchem hat es bei Vorstellungen von Tausendkünstlern gegraut, wenn er viel Geld in der Tasche hatte und ihm der Gedanke kam: wenn dir der Kerl nun mal deine Brieftasche aus der Tasche hexte! Der dachten aber nicht vier von Warschau nach Wien reisende Kaufleute, zu denen in Czenstochau ein feiner Herr mit einem Köfferlein einstieg, sich gleich als Taschenspieler vorstellt und den Herren durch allerliebste Kunststücke köstlich die Zeit vertreibt und sich dabei zu verschiedenen Malen Ringe, Nadeln, Münzen und Papiergeld ausbittet. In Granica, wo die Grenze ist, steigt der Herr aus, stellt sein Köfferlein auf seinen Platz und bittet die Kaufleute, ihm seinen Platz zu verwahren, er werde in einigen Minuten wieder da sein, er reise auch nach Wien u. s. w. Wer aber nicht wiederkam, war der Taschenspieler. Das Köfferlein und der Gedanke, daß der Herr in ein anderes Coupee werde eingestiegen sein, beruhigte die Herren, bis Einer von ihnen mit der Hand in die Tasche greift und blaß wird, denn ihm fehlt die mit Banknoten wohlgefüllte Brieftasche. Die andern Drei werden auch blaß. Ursache hatten sie dazu genug, denn sie hatten sie in die Taschen griffen, fehlten auch ihnen die Brieftaschen.: [526, 1071, 980, 1415]
- rate-percent: 4%: [994, 1404, 1012, 1418]
- price-sold: [1417, 1197, 1469, 1211]
- rate-percent: [993, 1653, 1024, 1667]
- rate-percent: 4%: [994, 1183, 1012, 1196]
- price-bought: 102,80: [1377, 1404, 1415, 1418]
- price-sold: [1417, 1584, 1469, 1598]
- divider: [526, 1064, 980, 1065]
- rate-percent: 4%: [994, 1308, 1012, 1321]
- rates-row: [993, 1446, 1469, 1460]
- rates-row: [993, 1307, 1469, 1321]
- rate-percent: 4%: [994, 1266, 1012, 1279]
